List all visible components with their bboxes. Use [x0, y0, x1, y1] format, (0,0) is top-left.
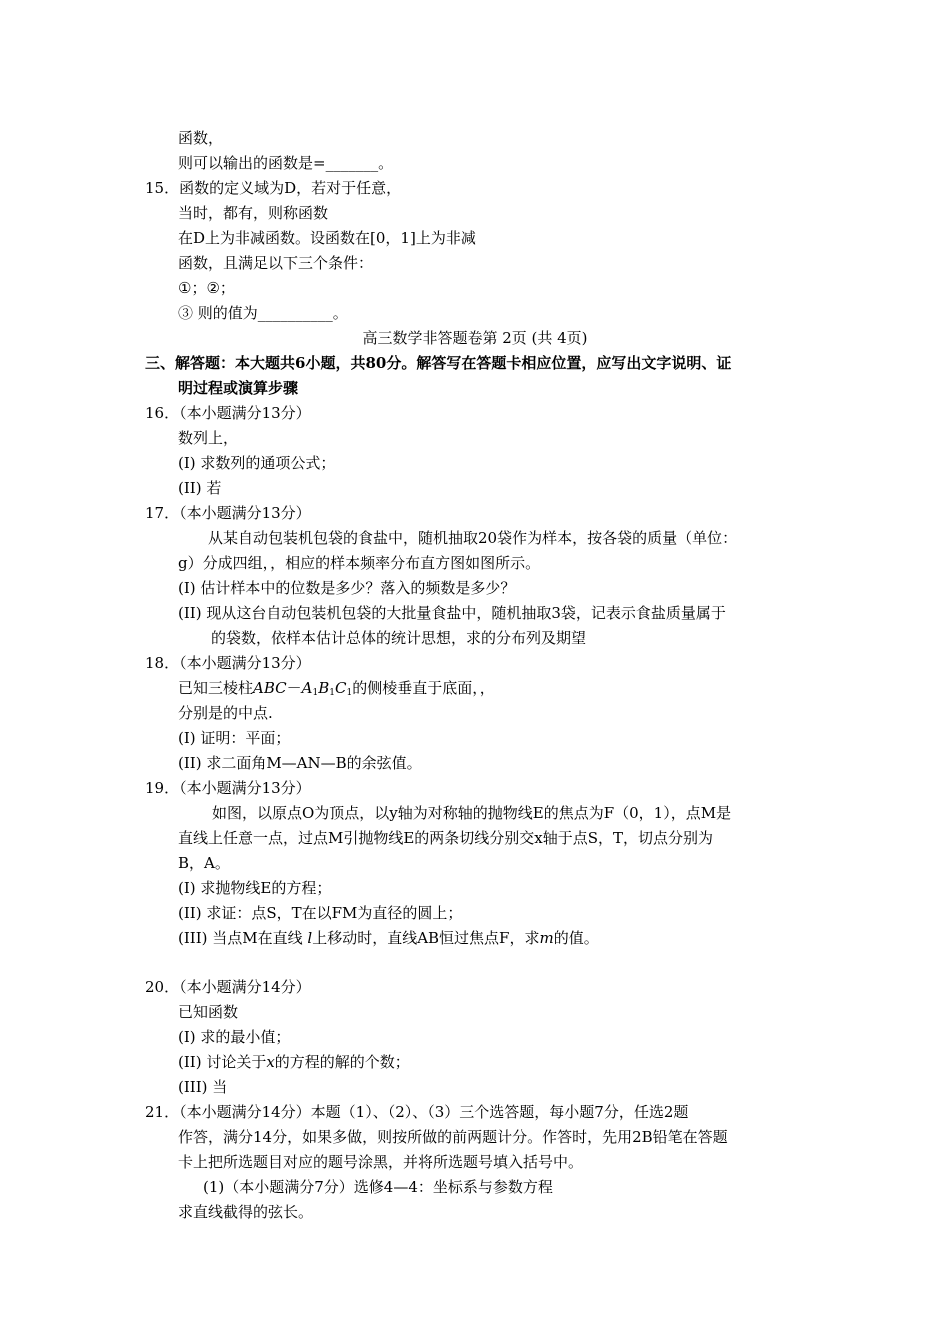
q17-line-2: g）分成四组，，相应的样本频率分布直方图如图所示。 [178, 554, 541, 572]
q15-line-4: 函数，且满足以下三个条件： [178, 254, 374, 272]
q17-part-2-cont: 的袋数，依样本估计总体的统计思想，求的分布列及期望 [211, 629, 587, 647]
q16-part-1: (I) 求数列的通项公式； [178, 454, 336, 472]
q16-line-1: 数列上， [178, 429, 239, 447]
q21-line-1: 21．（本小题满分14分）本题（1）、（2）、（3）三个选答题，每小题7分，任选2题 [145, 1103, 689, 1121]
q19-line-2: 直线上任意一点，过点M引抛物线E的两条切线分别交x轴于点S，T，切点分别为 [178, 829, 714, 847]
q18-line-1: 已知三棱柱$ABC-A_1B_1C_1$的侧棱垂直于底面，， [178, 679, 495, 698]
q20-part-2: (II) 讨论关于x的方程的解的个数； [178, 1053, 410, 1071]
q16-part-2: (II) 若 [178, 479, 222, 497]
page-footer: 高三数学非答题卷第 2页 (共 4页) [362, 329, 588, 347]
section-heading-line-1: 三、解答题：本大题共6小题，共80分。解答写在答题卡相应位置，应写出文字说明、证 [145, 354, 732, 372]
q15-line-5: ①；②； [178, 279, 235, 297]
q20-part-3: (III) 当 [178, 1078, 228, 1096]
q18-part-1: (Ⅰ) 证明：平面； [178, 729, 291, 747]
q19-title: 19．（本小题满分13分） [145, 779, 311, 797]
q20-part-1: (I) 求的最小值； [178, 1028, 291, 1046]
q21-sub-1-title: (1)（本小题满分7分）选修4—4：坐标系与参数方程 [203, 1178, 553, 1196]
q14-line-1: 函数， [178, 129, 224, 147]
q18-line-2: 分别是的中点. [178, 704, 273, 722]
q19-part-1: (I) 求抛物线E的方程； [178, 879, 332, 897]
q17-title: 17．（本小题满分13分） [145, 504, 311, 522]
q21-sub-1-line: 求直线截得的弦长。 [178, 1203, 314, 1221]
q18-title: 18．（本小题满分13分） [145, 654, 311, 672]
q21-line-2: 作答，满分14分，如果多做，则按所做的前两题计分。作答时，先用2B铅笔在答题 [178, 1128, 728, 1146]
q15-line-2: 当时，都有，则称函数 [178, 204, 329, 222]
q18-part-2: (II) 求二面角M—AN—B的余弦值。 [178, 754, 422, 772]
section-heading-line-2: 明过程或演算步骤 [178, 379, 299, 397]
q15-line-3: 在D上为非减函数。设函数在[0，1]上为非减 [178, 229, 476, 247]
q20-line-1: 已知函数 [178, 1003, 239, 1021]
q19-part-2: (II) 求证：点S，T在以FM为直径的圆上； [178, 904, 463, 922]
q19-line-1: 如图，以原点O为顶点，以y轴为对称轴的抛物线E的焦点为F（0，1），点M是 [212, 804, 732, 822]
q14-line-2: 则可以输出的函数是=_______。 [178, 154, 394, 172]
q16-title: 16．（本小题满分13分） [145, 404, 311, 422]
q15-line-6: ③ 则的值为__________。 [178, 304, 348, 322]
q17-part-2: (II) 现从这台自动包装机包袋的大批量食盐中，随机抽取3袋，记表示食盐质量属于 [178, 604, 726, 622]
q15-line-1: 15．函数的定义域为D，若对于任意， [145, 179, 402, 197]
q21-line-3: 卡上把所选题目对应的题号涂黑，并将所选题号填入括号中。 [178, 1153, 584, 1171]
q19-part-3: (III) 当点M在直线 l上移动时，直线AB恒过焦点F，求m的值。 [178, 929, 599, 947]
q17-part-1: (I) 估计样本中的位数是多少？落入的频数是多少？ [178, 579, 516, 597]
q19-line-3: B，A。 [178, 854, 230, 872]
q17-line-1: 从某自动包装机包袋的食盐中，随机抽取20袋作为样本，按各袋的质量（单位： [208, 529, 738, 547]
q20-title: 20．（本小题满分14分） [145, 978, 311, 996]
